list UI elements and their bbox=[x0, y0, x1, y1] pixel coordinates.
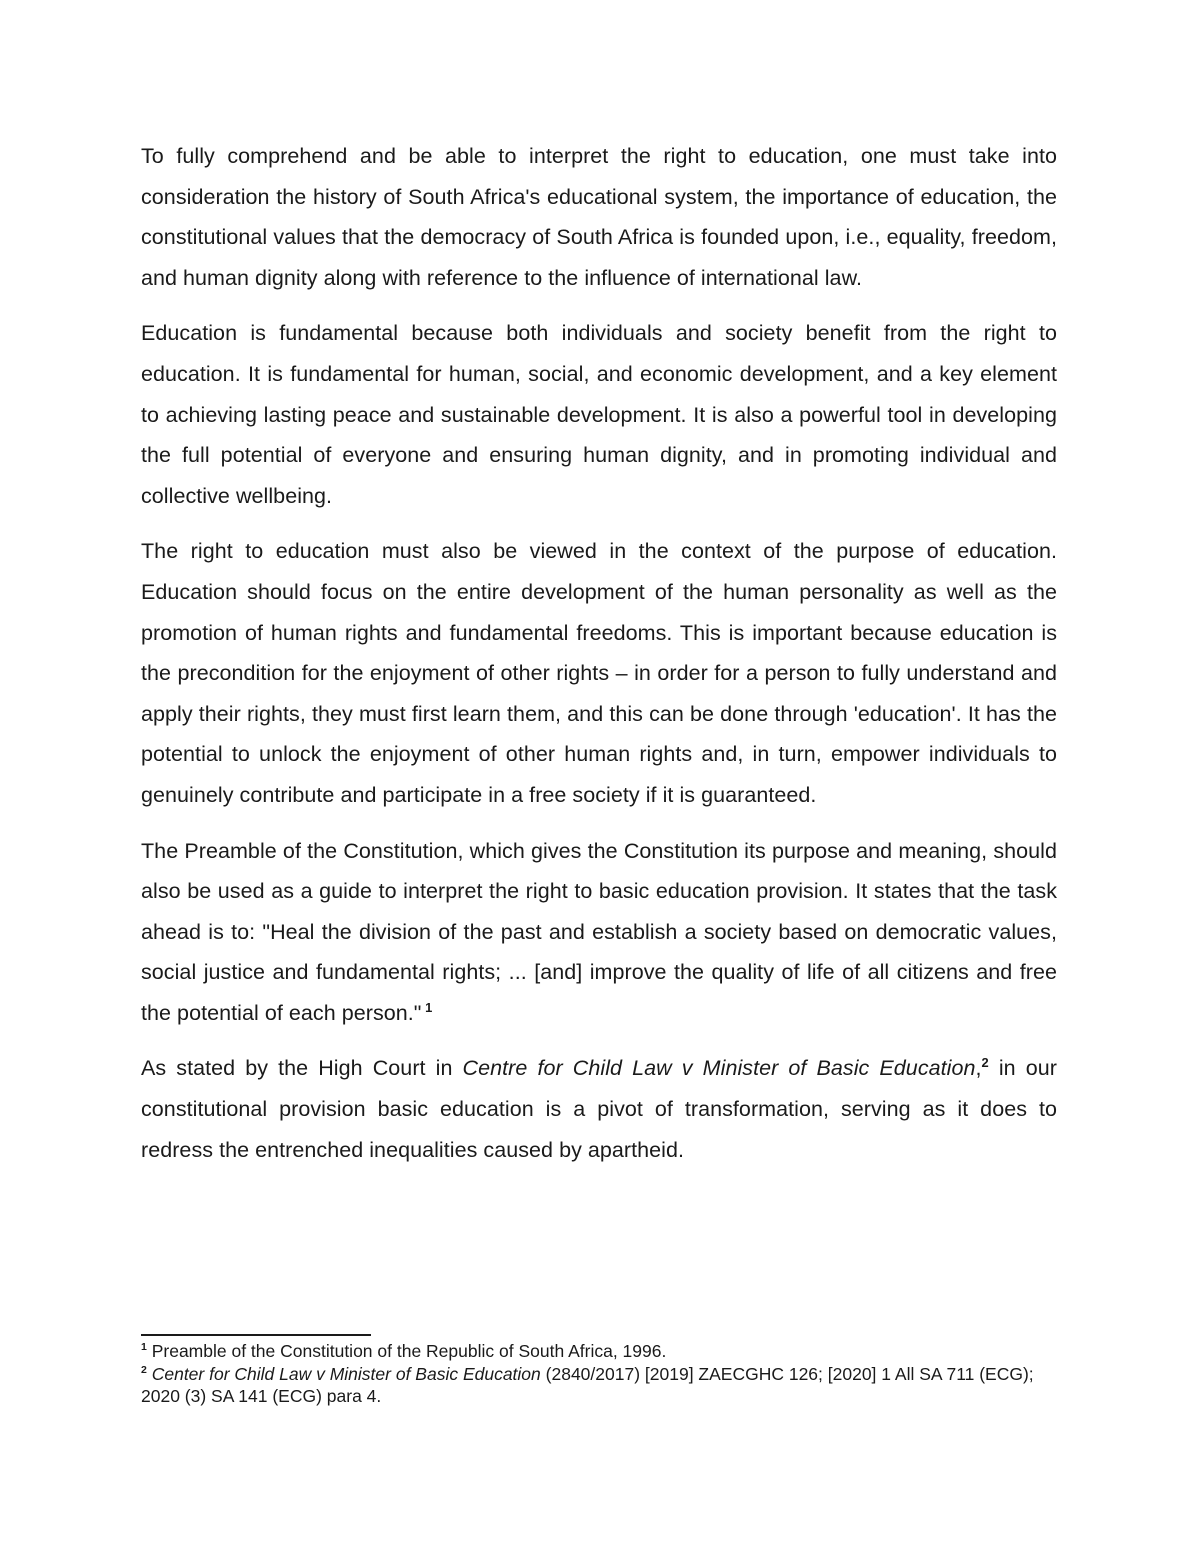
footnote-case-name: Center for Child Law v Minister of Basic Education bbox=[151, 1363, 541, 1384]
footnote-text: Preamble of the Constitution of the Republic of South Africa, 1996. bbox=[151, 1341, 667, 1361]
paragraph-text: The Preamble of the Constitution, which gives the Constitution its purpose and meaning, should also be used as a guide to interpret the right to basic education provision. It states that the task ahead is to: "Heal the division of the past and establish a society based on democratic values, social justice and fundamental rights; ... [and] improve the quality of life of all citizens and free the potential of each person." bbox=[141, 838, 1057, 1025]
footnote-number: 2 bbox=[141, 1363, 147, 1376]
paragraph-education-fundamental bbox=[141, 313, 1057, 516]
paragraph-text: Education is fundamental because both individuals and society benefit from the right to education. It is fundamental for human, social, and economic development, and a key element to achieving lasting peace and sustainable development. It is also a powerful tool in developing the full potential of everyone and ensuring human dignity, and in promoting individual and collective wellbeing. bbox=[141, 321, 1057, 508]
footnote-number: 1 bbox=[141, 1341, 147, 1354]
paragraph-preamble bbox=[141, 831, 1057, 1034]
paragraph-interpretation bbox=[141, 136, 1057, 298]
case-name-comma: , bbox=[975, 1056, 982, 1081]
paragraph-purpose-of-education bbox=[141, 531, 1057, 815]
paragraph-high-court bbox=[141, 1048, 1057, 1170]
case-name: Centre for Child Law v Minister of Basic Education bbox=[462, 1056, 976, 1081]
footnote-reference[interactable]: 2 bbox=[981, 1055, 989, 1071]
paragraph-text: As stated by the High Court in bbox=[141, 1056, 463, 1081]
document-body bbox=[141, 136, 1057, 1185]
footnote-text: (2840/2017) [2019] ZAECGHC 126; [2020] 1 All SA 711 (ECG); 2020 (3) SA 141 (ECG) para 4. bbox=[141, 1363, 1034, 1406]
footnotes-section bbox=[141, 1334, 1057, 1408]
footnote-1 bbox=[141, 1340, 1057, 1363]
footnote-reference-number: 1 bbox=[425, 999, 433, 1015]
paragraph-text: in our constitutional provision basic education is a pivot of transformation, serving as it does to redress the entrenched inequalities caused by apartheid. bbox=[141, 1056, 1057, 1162]
paragraph-text: The right to education must also be viewed in the context of the purpose of education. Education should focus on the entire development of the human personality as well as the promotion of human rights and fundamental freedoms. This is important because education is the precondition for the enjoyment of other rights – in order for a person to fully understand and apply their rights, they must first learn them, and this can be done through 'education'. It has the potential to unlock the enjoyment of other human rights and, in turn, empower individuals to genuinely contribute and participate in a free society if it is guaranteed. bbox=[141, 539, 1057, 807]
footnote-2 bbox=[141, 1363, 1057, 1408]
footnote-separator bbox=[141, 1334, 371, 1336]
paragraph-text: To fully comprehend and be able to interpret the right to education, one must take into consideration the history of South Africa's educational system, the importance of education, the constitutional values that the democracy of South Africa is founded upon, i.e., equality, freedom, and human dignity along with reference to the influence of international law. bbox=[141, 144, 1057, 290]
footnote-reference[interactable] bbox=[421, 1000, 432, 1015]
